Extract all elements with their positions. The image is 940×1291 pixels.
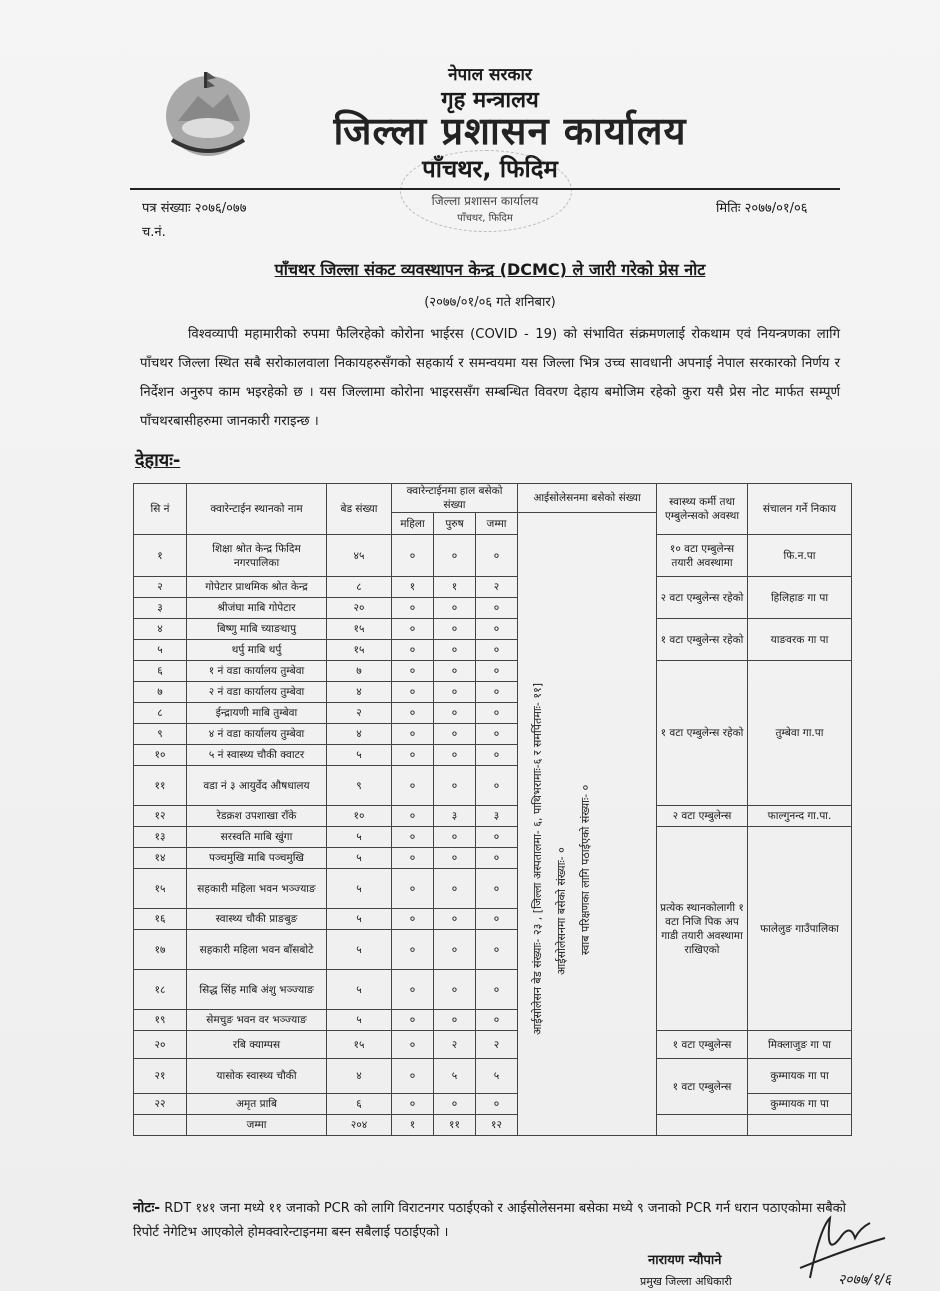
cell-female: ० [392, 848, 434, 869]
cell-beds: १५ [327, 619, 392, 640]
cell-name: ५ नं स्वास्थ्य चौकी क्वाटर [187, 745, 327, 766]
cell-male: ३ [434, 806, 476, 827]
ambulance-status: २ वटा एम्बुलेन्स रहेको [657, 577, 748, 619]
cell-total: ० [476, 869, 518, 909]
cell-sn: २२ [134, 1094, 187, 1115]
letter-date: मितिः २०७७/०१/०६ [716, 201, 808, 216]
cell-beds: ६ [327, 1094, 392, 1115]
dispatch-number: च.नं. [142, 225, 166, 240]
isolation-note: आईसोलेसन बेड संख्याः- २३ , [जिल्ला अस्पतालमा- ६, पाथिभरामाः-६ र समर्पितमाः- ११] [531, 682, 544, 1035]
cell-name: गोपेटार प्राथमिक श्रोत केन्द्र [187, 577, 327, 598]
cell-sn: ११ [134, 766, 187, 806]
cell-beds: २ [327, 703, 392, 724]
header-name: क्वारेन्टाईन स्थानको नाम [187, 484, 327, 535]
total-label: जम्मा [187, 1115, 327, 1136]
operator-body: फालेलुङ गाउँपालिका [748, 827, 852, 1031]
cell-male: ० [434, 682, 476, 703]
note-text: RDT १४१ जना मध्ये ११ जनाको PCR को लागि विराटनगर पठाईएको र आईसोलेसनमा बसेका मध्ये ९ जनाको PCR गर्न धरान पठाएकोमा सबैको रिपोर्ट नेगेटिभ आएकोले होमक्वारेन्टाइनमा बस्न सबैलाई पठाईएको । [133, 1201, 847, 1240]
cell-total: २ [476, 1031, 518, 1059]
quarantine-table [133, 483, 852, 1136]
cell-name: शिक्षा श्रोत केन्द्र फिदिम नगरपालिका [187, 535, 327, 577]
cell-sn: २० [134, 1031, 187, 1059]
total-total: १२ [476, 1115, 518, 1136]
cell-total: ० [476, 827, 518, 848]
cell-total: ० [476, 1094, 518, 1115]
cell-sn: १८ [134, 970, 187, 1010]
cell-female: ० [392, 682, 434, 703]
cell-name: सिद्ध सिंह माबि अंशु भञ्ज्याङ [187, 970, 327, 1010]
ambulance-status: प्रत्येक स्थानकोलागी १ वटा निजि पिक अप गाडी तयारी अवस्थामा राखिएको [657, 827, 748, 1031]
stamp-location: पाँचथर, फिदिम [457, 213, 513, 224]
cell-male: ० [434, 598, 476, 619]
cell-total: ० [476, 970, 518, 1010]
cell-beds: २० [327, 598, 392, 619]
cell-total: २ [476, 577, 518, 598]
cell-sn: ६ [134, 661, 187, 682]
cell-name: रबि क्याम्पस [187, 1031, 327, 1059]
cell-sn: १ [134, 535, 187, 577]
header-male: पुरुष [434, 513, 476, 535]
total-female: १ [392, 1115, 434, 1136]
cell-name: बिष्णु माबि च्याङथापु [187, 619, 327, 640]
cell-female: ० [392, 598, 434, 619]
intro-paragraph: विश्वव्यापी महामारीको रुपमा फैलिरहेको कोरोना भाईरस (COVID - 19) को संभावित संक्रमणलाई रोकथाम एवं नियन्त्रणका लागि पाँचथर जिल्ला स्थित सबै सरोकालवाला निकायहरुसँगको सहकार्य र समन्वयमा यस जिल्ला भित्र उच्च सावधानी अपनाई नेपाल सरकारको निर्णय र निर्देशन अनुरुप काम भइरहेको छ । यस जिल्लामा कोरोना भाइरससँग सम्बन्धित विवरण देहाय बमोजिम रहेको कुरा यसै प्रेस नोट मार्फत सम्पूर्ण पाँचथरबासीहरुमा जानकारी गराइन्छ । [140, 327, 840, 429]
cell-male: २ [434, 1031, 476, 1059]
cell-female: ० [392, 930, 434, 970]
isolation-note: स्वाब परिक्षणका लागि पठाईएको संख्याः- ० [579, 784, 592, 955]
operator-body: हिलिहाङ गा पा [748, 577, 852, 619]
cell-total: ३ [476, 806, 518, 827]
cell-sn: ८ [134, 703, 187, 724]
cell-female: ० [392, 703, 434, 724]
ministry-name: गृह मन्त्रालय [441, 88, 539, 113]
cell-beds: ९ [327, 766, 392, 806]
signatory-designation: प्रमुख जिल्ला अधिकारी [640, 1275, 732, 1288]
cell-beds: ५ [327, 869, 392, 909]
cell-sn: १२ [134, 806, 187, 827]
cell-male: ० [434, 745, 476, 766]
table-row [134, 619, 852, 640]
operator-empty [748, 1115, 852, 1136]
district-name: पाँचथर, फिदिम [422, 155, 558, 183]
cell-sn: ४ [134, 619, 187, 640]
cell-total: ० [476, 745, 518, 766]
cell-beds: ५ [327, 909, 392, 930]
header-total: जम्मा [476, 513, 518, 535]
cell-beds: ७ [327, 661, 392, 682]
cell-male: ० [434, 724, 476, 745]
total-male: ११ [434, 1115, 476, 1136]
cell-total: ० [476, 682, 518, 703]
cell-female: ० [392, 1059, 434, 1094]
cell-name: सरस्वति माबि खुंगा [187, 827, 327, 848]
cell-name: पञ्चमुखि माबि पञ्चमुखि [187, 848, 327, 869]
cell-total: ० [476, 703, 518, 724]
cell-name: रेडक्रश उपशाखा राँके [187, 806, 327, 827]
cell-total: ० [476, 766, 518, 806]
cell-male: ० [434, 703, 476, 724]
press-note-title: पाँचथर जिल्ला संकट व्यवस्थापन केन्द्र (DCMC) ले जारी गरेको प्रेस नोट [274, 260, 706, 279]
cell-beds: ५ [327, 970, 392, 1010]
isolation-note: आईसोलेसनमा बसेको संख्याः- ० [555, 846, 568, 975]
cell-male: ० [434, 930, 476, 970]
cell-sn: १० [134, 745, 187, 766]
cell-female: ० [392, 1094, 434, 1115]
cell-sn: १९ [134, 1010, 187, 1031]
cell-male: ० [434, 869, 476, 909]
table-row [134, 1031, 852, 1059]
cell-female: ० [392, 827, 434, 848]
ambulance-empty [657, 1115, 748, 1136]
operator-body: फि.न.पा [748, 535, 852, 577]
office-name: जिल्ला प्रशासन कार्यालय [333, 109, 687, 153]
cell-total: ० [476, 661, 518, 682]
cell-name: ईन्द्रायणी माबि तुम्बेवा [187, 703, 327, 724]
cell-beds: ४५ [327, 535, 392, 577]
cell-beds: ४ [327, 682, 392, 703]
cell-sn: ५ [134, 640, 187, 661]
ambulance-status: २ वटा एम्बुलेन्स [657, 806, 748, 827]
footer-note [133, 1196, 853, 1245]
cell-sn: ९ [134, 724, 187, 745]
cell-total: ० [476, 598, 518, 619]
operator-body: याङवरक गा पा [748, 619, 852, 661]
header-beds: बेड संख्या [327, 484, 392, 535]
cell-female: ० [392, 909, 434, 930]
cell-name: २ नं वडा कार्यालय तुम्बेवा [187, 682, 327, 703]
cell-name: वडा नं ३ आयुर्वेद औषधालय [187, 766, 327, 806]
cell-name: सहकारी महिला भवन भञ्ज्याङ [187, 869, 327, 909]
cell-female: ० [392, 869, 434, 909]
cell-sn: १५ [134, 869, 187, 909]
table-body [134, 535, 852, 1136]
cell-name: श्रीजंघा माबि गोपेटार [187, 598, 327, 619]
cell-female: ० [392, 970, 434, 1010]
cell-male: ० [434, 848, 476, 869]
cell-sn: १४ [134, 848, 187, 869]
ambulance-status: १ वटा एम्बुलेन्स रहेको [657, 619, 748, 661]
cell-male: ० [434, 1010, 476, 1031]
totals-row [134, 1115, 852, 1136]
cell-sn: १६ [134, 909, 187, 930]
ambulance-status: १ वटा एम्बुलेन्स [657, 1031, 748, 1059]
cell-male: ० [434, 640, 476, 661]
government-name: नेपाल सरकार [448, 65, 532, 85]
cell-beds: ५ [327, 1010, 392, 1031]
cell-beds: ८ [327, 577, 392, 598]
cell-male: ५ [434, 1059, 476, 1094]
cell-female: ० [392, 619, 434, 640]
cell-total: ० [476, 640, 518, 661]
section-label: देहायः- [135, 450, 181, 471]
cell-male: ० [434, 1094, 476, 1115]
table-row [134, 577, 852, 598]
cell-beds: ५ [327, 745, 392, 766]
cell-male: ० [434, 619, 476, 640]
cell-name: सहकारी महिला भवन बाँसबोटे [187, 930, 327, 970]
cell-total: ० [476, 619, 518, 640]
cell-name: १ नं वडा कार्यालय तुम्बेवा [187, 661, 327, 682]
header-divider [130, 188, 840, 190]
nepal-emblem-icon [158, 66, 258, 162]
cell-beds: १५ [327, 1031, 392, 1059]
ambulance-status: १ वटा एम्बुलेन्स [657, 1059, 748, 1115]
cell-beds: ४ [327, 1059, 392, 1094]
cell-beds: ४ [327, 724, 392, 745]
cell-total: ० [476, 724, 518, 745]
signatory-name: नारायण न्यौपाने [648, 1253, 722, 1268]
cell-female: ० [392, 535, 434, 577]
table-row [134, 661, 852, 682]
cell-beds: ५ [327, 930, 392, 970]
operator-body: कुम्मायक गा पा [748, 1059, 852, 1094]
cell-male: ० [434, 535, 476, 577]
cell-female: ० [392, 640, 434, 661]
letter-number: पत्र संख्याः २०७६/०७७ [142, 201, 247, 216]
cell-female: १ [392, 577, 434, 598]
cell-female: ० [392, 1031, 434, 1059]
operator-body: कुम्मायक गा पा [748, 1094, 852, 1115]
ambulance-status: १० वटा एम्बुलेन्स तयारी अवस्थामा [657, 535, 748, 577]
table-row [134, 1059, 852, 1094]
cell-name: स्वास्थ्य चौकी प्राङबुङ [187, 909, 327, 930]
cell-beds: १५ [327, 640, 392, 661]
cell-female: ० [392, 661, 434, 682]
cell-female: ० [392, 745, 434, 766]
cell-sn: २ [134, 577, 187, 598]
cell-total: ० [476, 930, 518, 970]
header-ambulance: स्वास्थ्य कर्मी तथा एम्बुलेन्सको अवस्था [657, 484, 748, 535]
cell-name: थर्पु माबि थर्पु [187, 640, 327, 661]
ambulance-status: १ वटा एम्बुलेन्स रहेको [657, 661, 748, 806]
operator-body: मिक्लाजुङ गा पा [748, 1031, 852, 1059]
header-operator: संचालन गर्ने निकाय [748, 484, 852, 535]
cell-sn: १७ [134, 930, 187, 970]
operator-body: फाल्गुनन्द गा.पा. [748, 806, 852, 827]
cell-total: ० [476, 909, 518, 930]
press-note-date: (२०७७/०१/०६ गते शनिबार) [424, 295, 556, 310]
cell-male: ० [434, 766, 476, 806]
signature-date: २०७७/१/६ [838, 1272, 892, 1288]
cell-male: ० [434, 827, 476, 848]
note-label: नोटः- [133, 1200, 161, 1216]
cell-beds: ५ [327, 827, 392, 848]
cell-sn: २१ [134, 1059, 187, 1094]
table-row [134, 535, 852, 577]
cell-total: ० [476, 1010, 518, 1031]
cell-male: १ [434, 577, 476, 598]
cell-total: ० [476, 535, 518, 577]
cell-total: ० [476, 848, 518, 869]
cell-female: ० [392, 766, 434, 806]
table-row [134, 806, 852, 827]
cell-male: ० [434, 661, 476, 682]
cell-sn: ३ [134, 598, 187, 619]
header-female: महिला [392, 513, 434, 535]
isolation-cell [518, 535, 657, 1136]
header-isolation: आईसोलेसनमा बसेको संख्या [518, 484, 657, 513]
cell-male: ० [434, 909, 476, 930]
cell-beds: ५ [327, 848, 392, 869]
cell-name: सेमचुङ भवन वर भञ्ज्याङ [187, 1010, 327, 1031]
cell-sn: ७ [134, 682, 187, 703]
cell-beds: १० [327, 806, 392, 827]
cell-empty [134, 1115, 187, 1136]
cell-male: ० [434, 970, 476, 1010]
header-sn: सि नं [134, 484, 187, 535]
cell-name: यासोक स्वास्थ्य चौकी [187, 1059, 327, 1094]
table-row [134, 827, 852, 848]
cell-female: ० [392, 806, 434, 827]
header-quarantine: क्वारेन्टाईनमा हाल बसेको संख्या [392, 484, 518, 513]
stamp-text: जिल्ला प्रशासन कार्यालय [431, 194, 539, 208]
operator-body: तुम्बेवा गा.पा [748, 661, 852, 806]
cell-female: ० [392, 1010, 434, 1031]
cell-total: ५ [476, 1059, 518, 1094]
cell-female: ० [392, 724, 434, 745]
cell-sn: १३ [134, 827, 187, 848]
cell-name: ४ नं वडा कार्यालय तुम्बेवा [187, 724, 327, 745]
total-beds: २०४ [327, 1115, 392, 1136]
cell-name: अमृत प्राबि [187, 1094, 327, 1115]
isolation-spacer [518, 513, 657, 535]
